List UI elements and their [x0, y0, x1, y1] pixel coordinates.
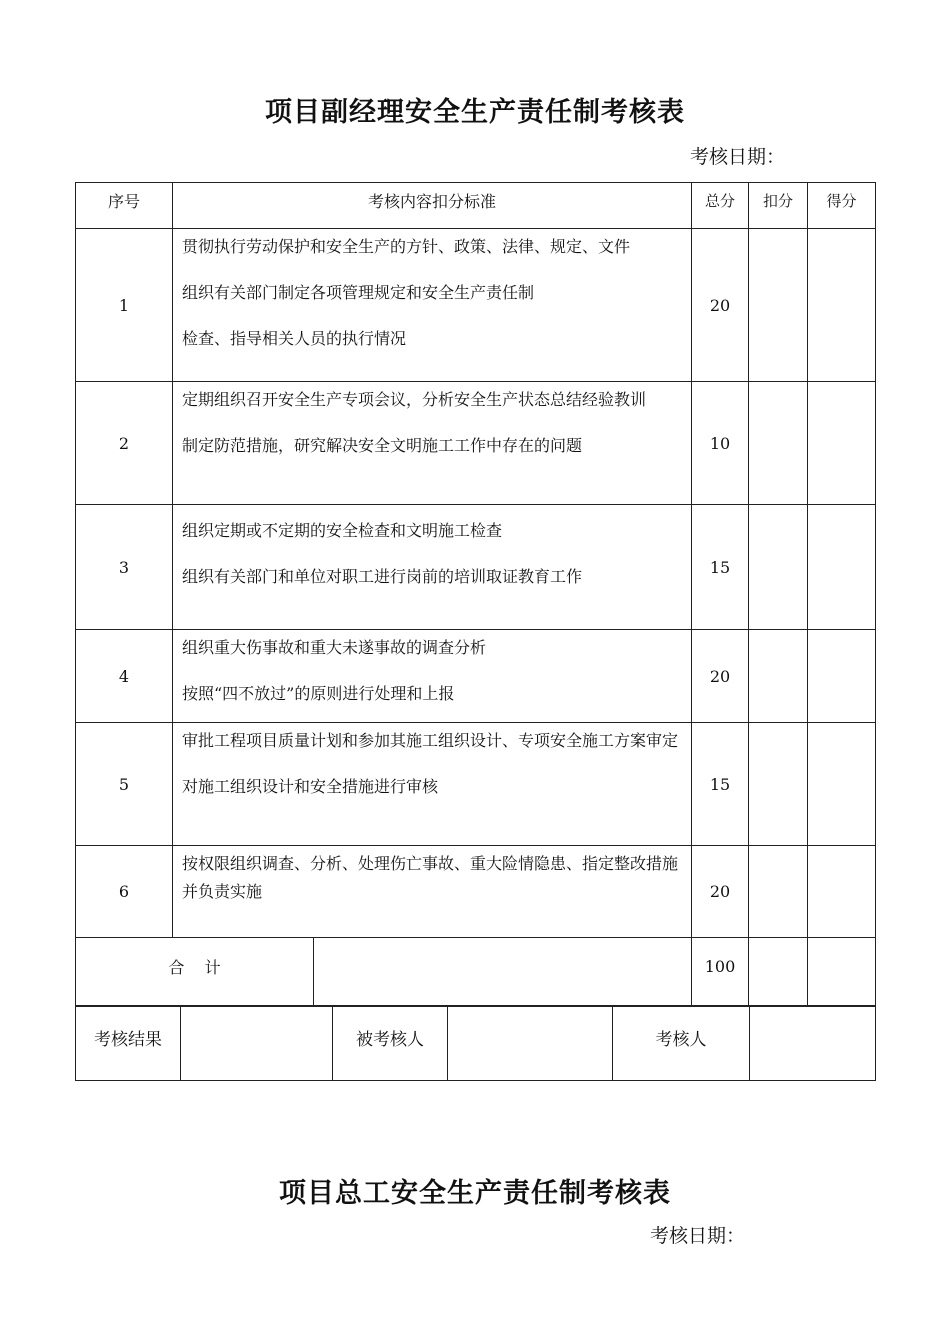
signature-table [75, 1005, 876, 1081]
row-total: 15 [692, 505, 749, 630]
criterion-text: 制定防范措施，研究解决安全文明施工工作中存在的问题 [182, 436, 583, 455]
row-content [173, 723, 692, 846]
sum-score-cell[interactable] [808, 938, 876, 1007]
row-no: 3 [76, 505, 173, 630]
page-title: 项目副经理安全生产责任制考核表 [265, 97, 685, 128]
header-total: 总分 [692, 183, 749, 229]
criterion-text: 组织有关部门和单位对职工进行岗前的培训取证教育工作 [182, 567, 583, 586]
criterion-text: 按权限组织调查、分析、处理伤亡事故、重大险情隐患、指定整改措施并负责实施 [182, 854, 679, 901]
row-content [173, 382, 692, 505]
criterion-text: 组织有关部门制定各项管理规定和安全生产责任制 [182, 283, 535, 302]
sum-table [75, 937, 876, 1007]
row-no: 1 [76, 229, 173, 382]
sum-remark-cell[interactable] [314, 938, 692, 1007]
row-content [173, 229, 692, 382]
second-page-title: 项目总工安全生产责任制考核表 [279, 1178, 671, 1209]
criterion-text: 组织重大伤事故和重大未遂事故的调查分析 [182, 638, 487, 657]
row-no: 4 [76, 630, 173, 723]
table-row [76, 723, 876, 846]
row-score-cell[interactable] [808, 382, 876, 505]
row-deduct-cell[interactable] [749, 846, 808, 938]
assessee-label: 被考核人 [333, 1006, 448, 1081]
sum-label: 合 计 [76, 938, 314, 1007]
row-total: 20 [692, 229, 749, 382]
criterion-text: 检查、指导相关人员的执行情况 [182, 329, 407, 348]
row-score-cell[interactable] [808, 229, 876, 382]
header-content: 考核内容扣分标准 [173, 183, 692, 229]
table-row [76, 630, 876, 723]
assessment-result-field[interactable] [181, 1006, 333, 1081]
row-deduct-cell[interactable] [749, 630, 808, 723]
row-total: 20 [692, 630, 749, 723]
table-row [76, 229, 876, 382]
criterion-text: 审批工程项目质量计划和参加其施工组织设计、专项安全施工方案审定 [182, 731, 679, 750]
table-row [76, 505, 876, 630]
assessor-field[interactable] [750, 1006, 876, 1081]
assessee-field[interactable] [448, 1006, 613, 1081]
row-deduct-cell[interactable] [749, 723, 808, 846]
row-score-cell[interactable] [808, 846, 876, 938]
header-score: 得分 [808, 183, 876, 229]
sum-total: 100 [692, 938, 749, 1007]
table-row [76, 846, 876, 938]
header-deduct: 扣分 [749, 183, 808, 229]
assessor-label: 考核人 [613, 1006, 750, 1081]
assessment-table [75, 182, 876, 938]
assessment-result-label: 考核结果 [76, 1006, 181, 1081]
row-score-cell[interactable] [808, 505, 876, 630]
table-row [76, 382, 876, 505]
row-total: 20 [692, 846, 749, 938]
criterion-text: 定期组织召开安全生产专项会议，分析安全生产状态总结经验教训 [182, 390, 647, 409]
row-deduct-cell[interactable] [749, 505, 808, 630]
row-score-cell[interactable] [808, 723, 876, 846]
row-total: 10 [692, 382, 749, 505]
row-content [173, 630, 692, 723]
row-total: 15 [692, 723, 749, 846]
row-no: 6 [76, 846, 173, 938]
row-no: 2 [76, 382, 173, 505]
header-no: 序号 [76, 183, 173, 229]
row-content [173, 846, 692, 938]
row-score-cell[interactable] [808, 630, 876, 723]
assessment-date-label: 考核日期： [690, 146, 786, 168]
sum-deduct-cell[interactable] [749, 938, 808, 1007]
row-deduct-cell[interactable] [749, 229, 808, 382]
criterion-text: 组织定期或不定期的安全检查和文明施工检查 [182, 521, 503, 540]
criterion-text: 按照“四不放过”的原则进行处理和上报 [182, 684, 455, 703]
criterion-text: 对施工组织设计和安全措施进行审核 [182, 777, 439, 796]
row-deduct-cell[interactable] [749, 382, 808, 505]
row-no: 5 [76, 723, 173, 846]
second-assessment-date-label: 考核日期： [650, 1225, 746, 1247]
criterion-text: 贯彻执行劳动保护和安全生产的方针、政策、法律、规定、文件 [182, 237, 631, 256]
row-content [173, 505, 692, 630]
